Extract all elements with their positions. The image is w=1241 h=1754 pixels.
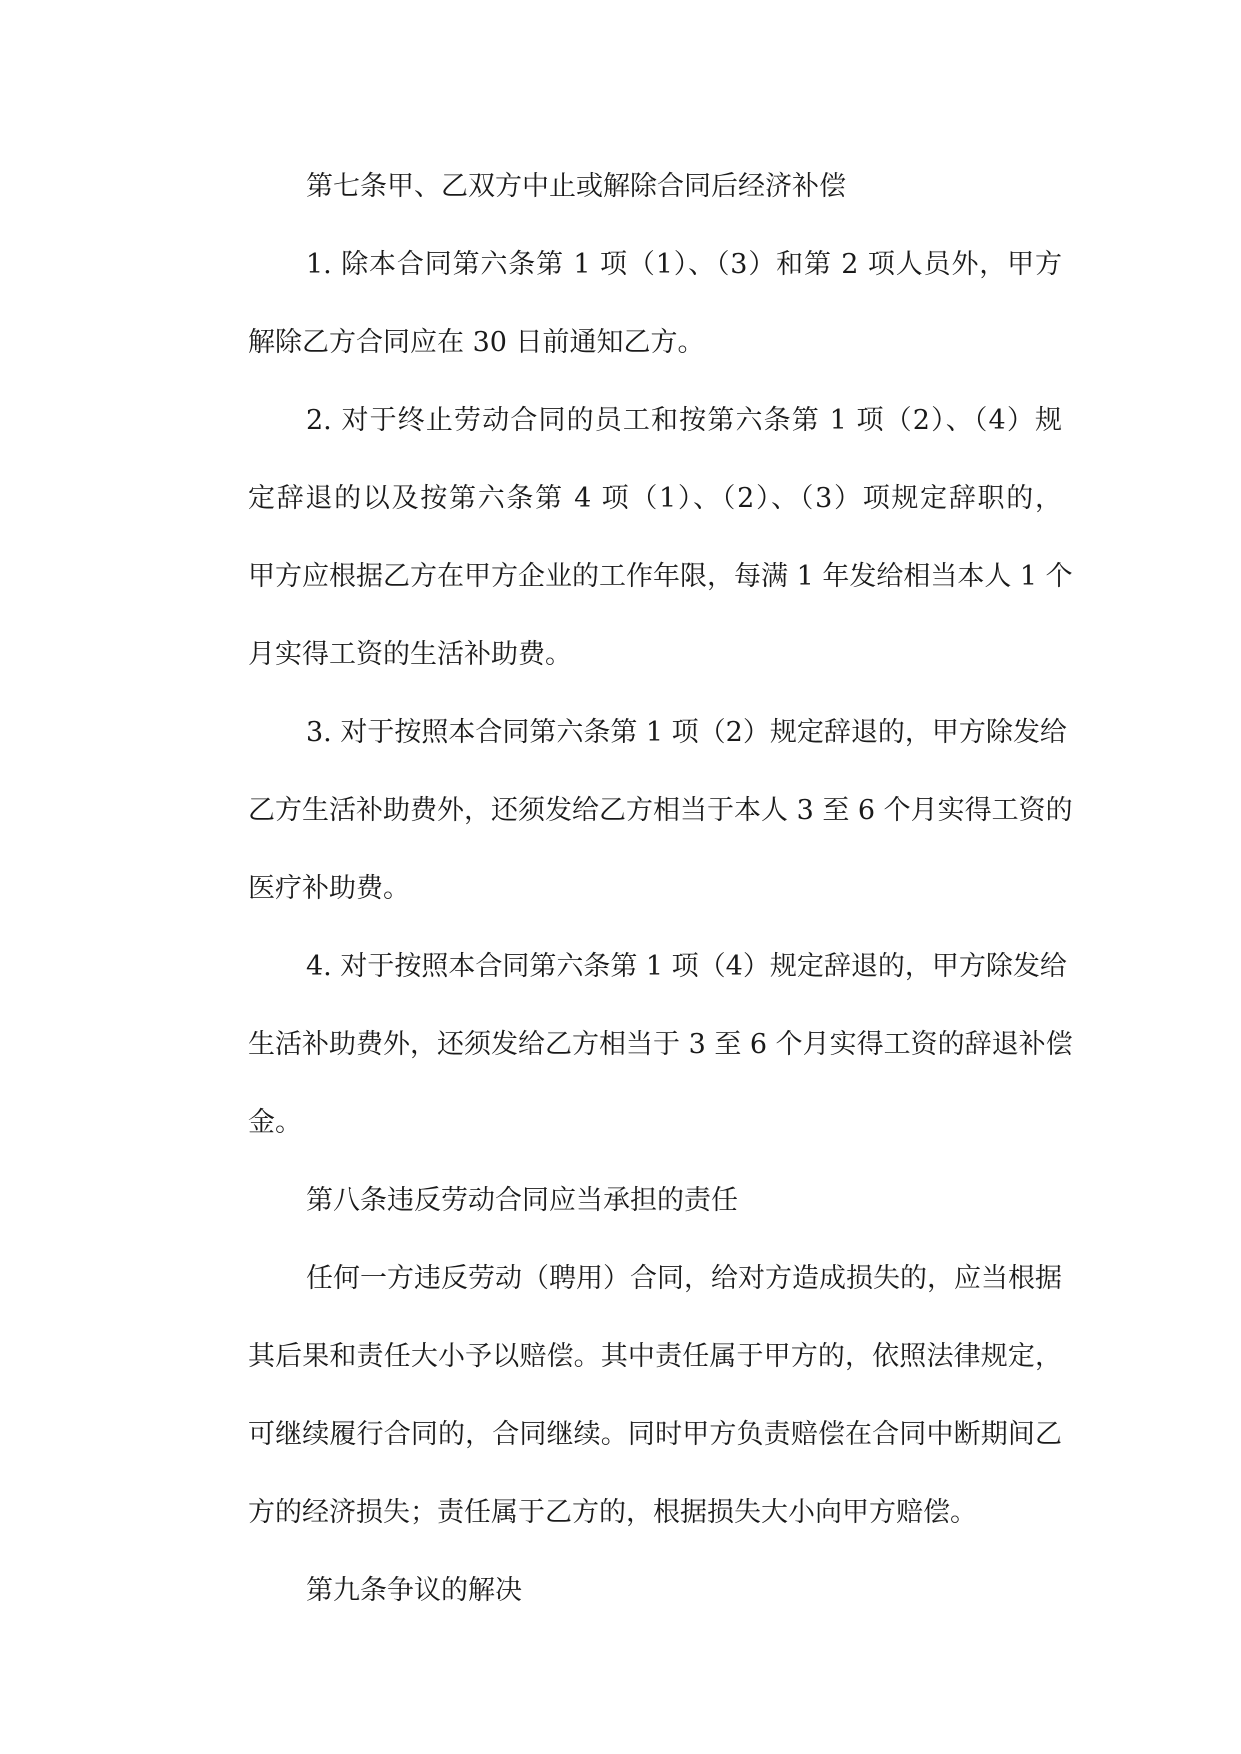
text-line: 方的经济损失；责任属于乙方的，根据损失大小向甲方赔偿。 — [248, 1497, 977, 1528]
article-7-item-4 — [190, 928, 1073, 1162]
text-line: 2. 对于终止劳动合同的员工和按第六条第 1 项（2）、（4）规 — [306, 405, 1062, 436]
text-line: 甲方应根据乙方在甲方企业的工作年限，每满 1 年发给相当本人 1 个 — [248, 561, 1073, 592]
text-line: 3. 对于按照本合同第六条第 1 项（2）规定辞退的，甲方除发给 — [306, 717, 1067, 748]
text-line: 解除乙方合同应在 30 日前通知乙方。 — [248, 327, 705, 358]
text-line: 第七条甲、乙双方中止或解除合同后经济补偿 — [306, 171, 846, 202]
text-line: 第九条争议的解决 — [306, 1575, 522, 1606]
article-9-heading — [190, 1552, 1062, 1630]
text-line: 医疗补助费。 — [248, 873, 410, 904]
article-7-heading — [190, 148, 1062, 226]
text-line: 金。 — [248, 1107, 302, 1138]
article-8-body — [190, 1240, 1062, 1552]
article-7-item-3 — [190, 694, 1073, 928]
text-line: 其后果和责任大小予以赔偿。其中责任属于甲方的，依照法律规定， — [248, 1341, 1062, 1372]
text-line: 1. 除本合同第六条第 1 项（1）、（3）和第 2 项人员外，甲方 — [306, 249, 1062, 280]
text-line: 月实得工资的生活补助费。 — [248, 639, 572, 670]
article-7-item-2 — [190, 382, 1073, 694]
document-body — [190, 148, 1073, 1630]
text-line: 生活补助费外，还须发给乙方相当于 3 至 6 个月实得工资的辞退补偿 — [248, 1029, 1073, 1060]
text-line: 可继续履行合同的，合同继续。同时甲方负责赔偿在合同中断期间乙 — [248, 1419, 1062, 1450]
article-7-item-1 — [190, 226, 1062, 382]
text-line: 第八条违反劳动合同应当承担的责任 — [306, 1185, 738, 1216]
article-8-heading — [190, 1162, 1062, 1240]
text-line: 4. 对于按照本合同第六条第 1 项（4）规定辞退的，甲方除发给 — [306, 951, 1067, 982]
text-line: 乙方生活补助费外，还须发给乙方相当于本人 3 至 6 个月实得工资的 — [248, 795, 1073, 826]
text-line: 定辞退的以及按第六条第 4 项（1）、（2）、（3）项规定辞职的， — [248, 483, 1062, 514]
text-line: 任何一方违反劳动（聘用）合同，给对方造成损失的，应当根据 — [306, 1263, 1062, 1294]
